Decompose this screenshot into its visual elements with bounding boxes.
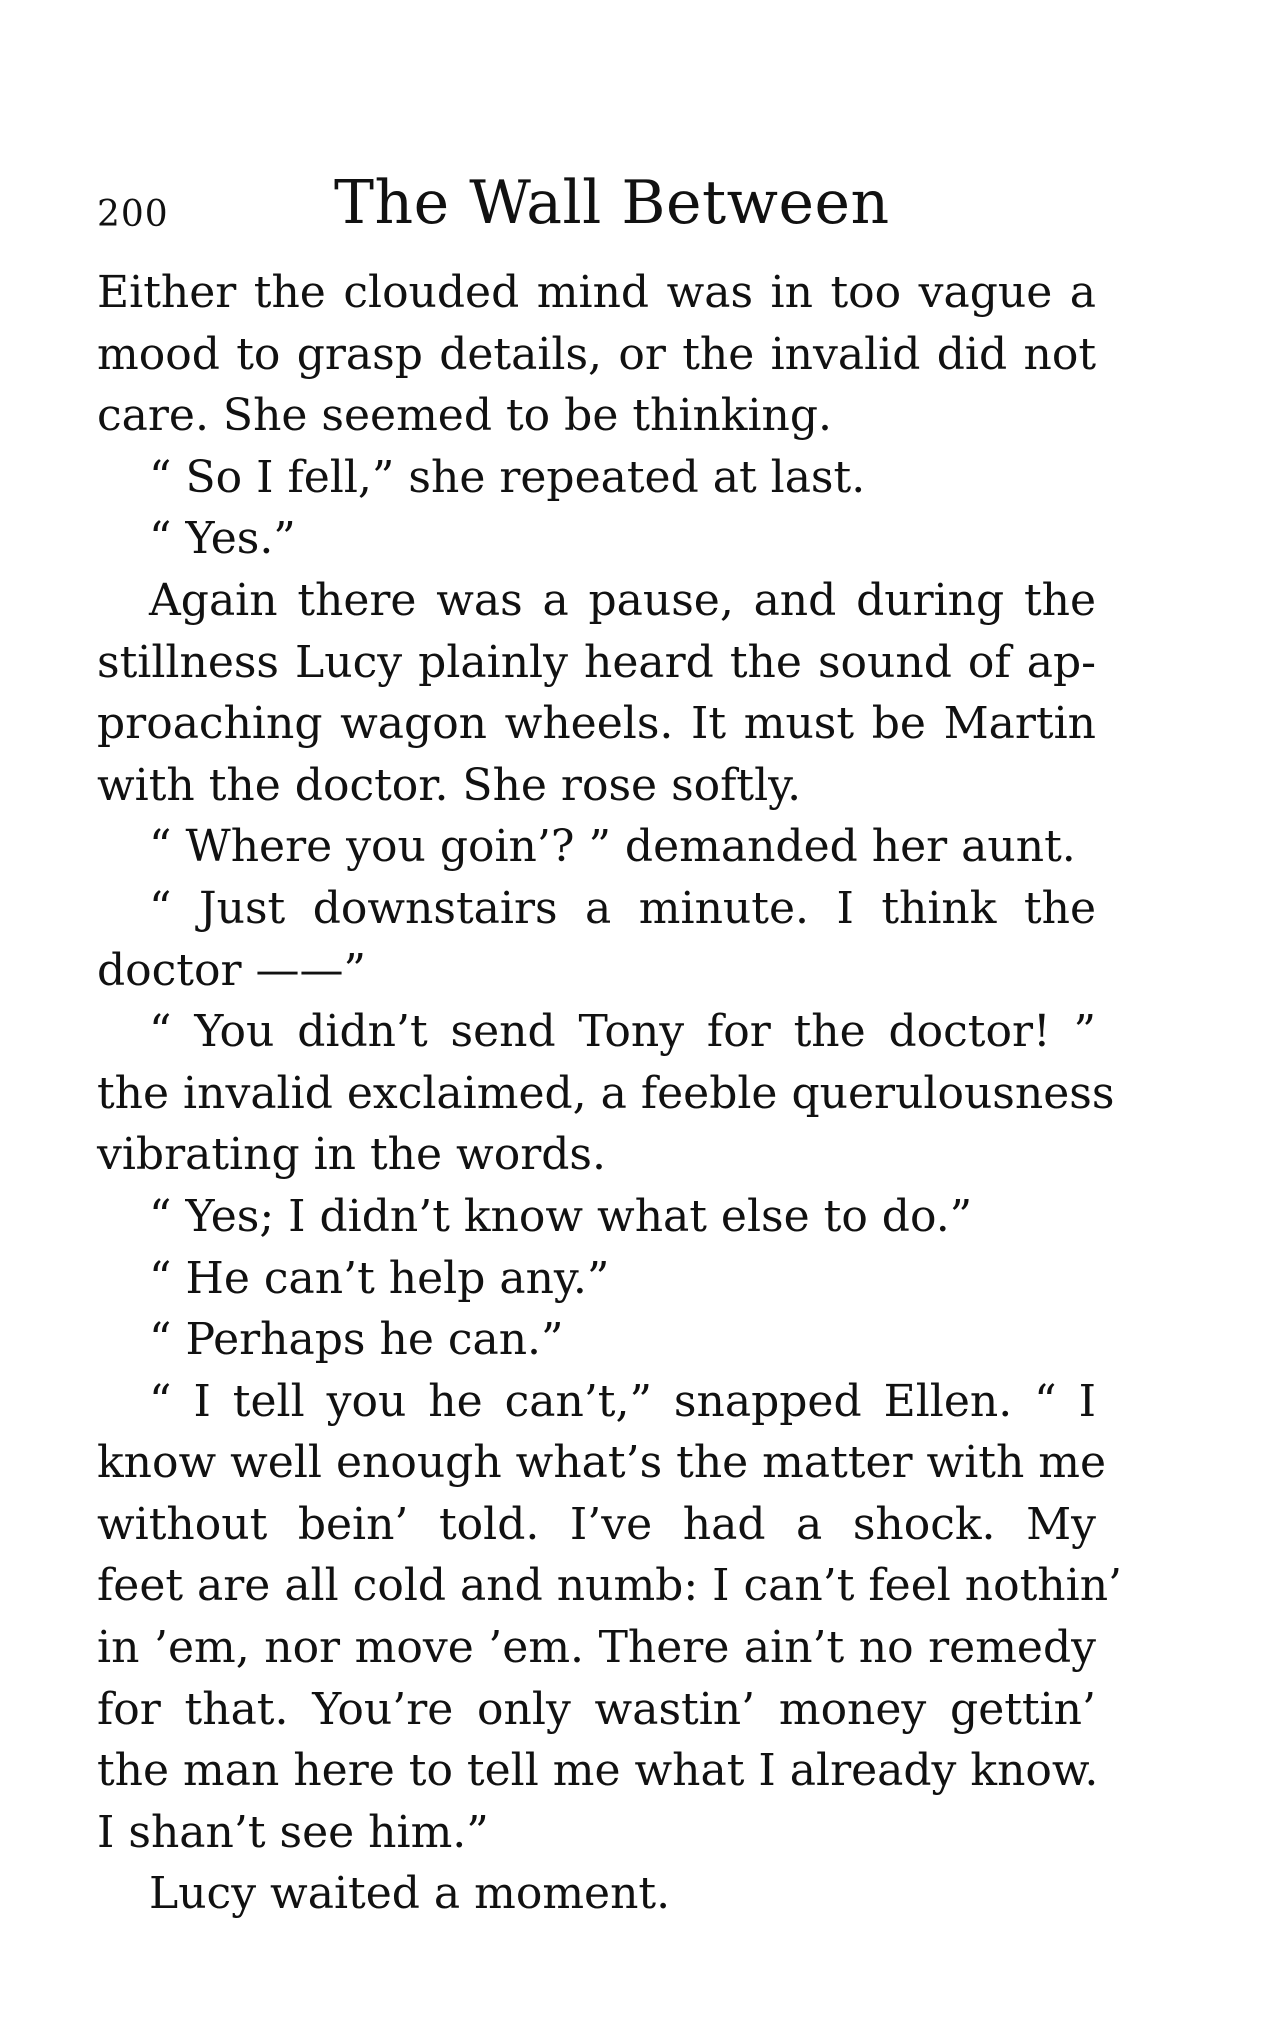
text-line: Again there was a pause, and during the xyxy=(149,574,1096,626)
text-line: care. She seemed to be thinking. xyxy=(97,390,833,442)
text-line: “ You didn’t send Tony for the doctor! ” xyxy=(149,1006,1096,1058)
text-line: Lucy waited a moment. xyxy=(149,1868,671,1920)
text-line: “ So I fell,” she repeated at last. xyxy=(149,451,866,503)
text-line: mood to grasp details, or the invalid did not xyxy=(97,328,1096,380)
page-header xyxy=(97,168,1077,248)
text-line: “ I tell you he can’t,” snapped Ellen. “ I xyxy=(149,1375,1096,1427)
text-line: without bein’ told. I’ve had a shock. My xyxy=(97,1498,1096,1550)
text-line: “ He can’t help any.” xyxy=(149,1252,610,1304)
text-line: “ Yes.” xyxy=(149,513,296,565)
text-line: the man here to tell me what I already know. xyxy=(97,1745,1099,1797)
body-text xyxy=(97,262,1123,1925)
text-line: for that. You’re only wastin’ money gettin’ xyxy=(97,1683,1096,1735)
text-line: “ Just downstairs a minute. I think the xyxy=(149,882,1096,934)
text-line: proaching wagon wheels. It must be Martin xyxy=(97,698,1096,750)
page-number: 200 xyxy=(97,194,169,235)
text-line: with the doctor. She rose softly. xyxy=(97,759,802,811)
text-line: Either the clouded mind was in too vague a xyxy=(97,267,1096,318)
text-line: doctor ——” xyxy=(97,944,366,996)
text-line: I shan’t see him.” xyxy=(97,1806,489,1858)
text-line: “ Yes; I didn’t know what else to do.” xyxy=(149,1190,973,1242)
text-line: “ Perhaps he can.” xyxy=(149,1314,564,1366)
text-line: feet are all cold and numb: I can’t feel nothin’ xyxy=(97,1560,1123,1612)
text-line: in ’em, nor move ’em. There ain’t no remedy xyxy=(97,1622,1096,1674)
text-line: “ Where you goin’? ” demanded her aunt. xyxy=(149,821,1076,873)
text-line: the invalid exclaimed, a feeble querulousness xyxy=(97,1067,1115,1119)
text-line: vibrating in the words. xyxy=(97,1129,606,1181)
running-title: The Wall Between xyxy=(334,168,890,238)
text-line: know well enough what’s the matter with me xyxy=(97,1437,1107,1489)
text-line: stillness Lucy plainly heard the sound of ap- xyxy=(97,636,1096,688)
